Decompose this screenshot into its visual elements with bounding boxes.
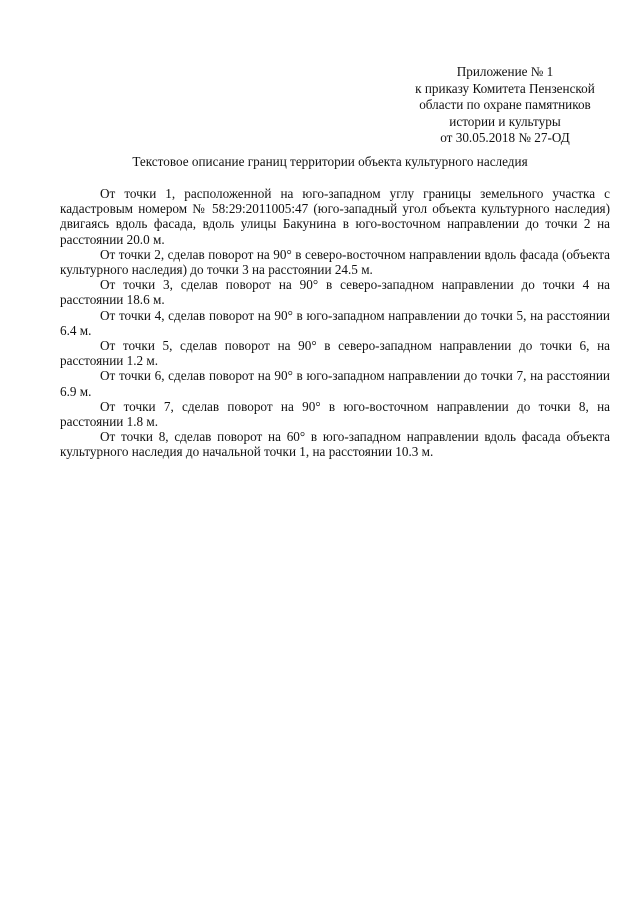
paragraph: От точки 2, сделав поворот на 90° в северо-восточном направлении вдоль фасада (объекта культурного наследия) до точки 3 на расстоянии 24.5 м. [60, 246, 610, 278]
paragraph: От точки 4, сделав поворот на 90° в юго-западном направлении до точки 5, на расстоянии 6.4 м. [60, 307, 610, 338]
appendix-order-line: к приказу Комитета Пензенской [415, 80, 595, 96]
appendix-committee-line-2: истории и культуры [449, 113, 561, 129]
paragraph: От точки 5, сделав поворот на 90° в северо-западном направлении до точки 6, на расстоянии 1.2 м. [60, 338, 610, 369]
paragraph: От точки 7, сделав поворот на 90° в юго-восточном направлении до точки 8, на расстоянии 1.8 м. [60, 398, 610, 430]
paragraph: От точки 8, сделав поворот на 60° в юго-западном направлении вдоль фасада объекта культурного наследия до начальной точки 1, на расстоянии 10.3 м. [60, 429, 610, 460]
paragraph: От точки 1, расположенной на юго-западном углу границы земельного участка с кадастровым номером № 58:29:2011005:47 (юго-западный угол объекта культурного наследия) двигаясь вдоль фасада, вдоль улицы Бакунина в юго-восточном направлении до точки 2 на расстоянии 20.0 м. [60, 186, 610, 247]
document-body [60, 186, 610, 460]
document-title: Текстовое описание границ территории объекта культурного наследия [132, 154, 528, 169]
appendix-number: Приложение № 1 [456, 64, 554, 79]
appendix-header [395, 64, 615, 147]
appendix-committee-line: области по охране памятников [419, 97, 591, 112]
paragraph: От точки 6, сделав поворот на 90° в юго-западном направлении до точки 7, на расстоянии 6.9 м. [60, 368, 610, 399]
appendix-date: от 30.05.2018 № 27-ОД [440, 130, 570, 145]
paragraph: От точки 3, сделав поворот на 90° в северо-западном направлении до точки 4 на расстоянии 18.6 м. [60, 277, 610, 308]
